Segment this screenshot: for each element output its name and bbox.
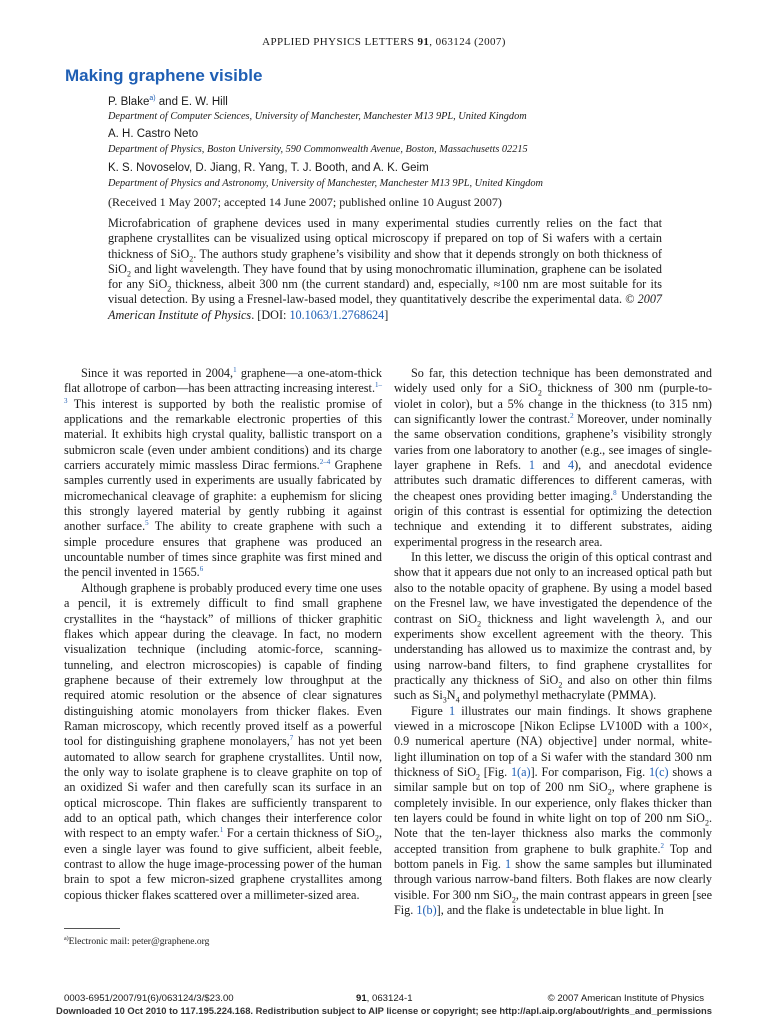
reference-link[interactable]: 1 [219,826,224,835]
affiliation-3: Department of Physics and Astronomy, University of Manchester, Manchester M13 9PL, United Kingdom [108,178,543,189]
paper-title: Making graphene visible [65,66,263,85]
affiliation-2: Department of Physics, Boston University, 590 Commonwealth Avenue, Boston, Massachusetts 02215 [108,144,528,155]
footer-page: 91, 063124-1 [356,993,413,1004]
download-notice[interactable]: Downloaded 10 Oct 2010 to 117.195.224.168. Redistribution subject to AIP license or copyright; see http://apl.aip.org/about/rights_and_permissions [56,1005,712,1016]
author-line-1: P. Blake$^{a)}$ and E. W. Hill [108,95,228,108]
paragraph: Figure 1 illustrates our main findings. It shows graphene viewed in a microscope [Nikon Eclipse LV100D with a 100×, 0.9 numerical aperture (NA) objective] under normal, white-light illumination on top of a Si wafer with the standard 300 nm thickness of SiO$_2$ [Fig. 1(a)]. For comparison, Fig. 1(c) shows a similar sample but on top of 200 nm SiO$_2$, where graphene is completely invisible. In our experience, only flakes thicker than ten layers could be found in white light on top of 200 nm SiO$_2$. Note that the ten-layer thickness also marks the commonly accepted transition from graphene to bulk graphite.$^2$ Top and bottom panels in Fig. 1 show the same samples but illuminated through various narrow-band filters. Both flakes are now clearly visible. For 300 nm SiO$_2$, the main contrast appears in green [see Fig. 1(b)], and the flake is undetectable in blue light. In [394,703,712,918]
footnote-divider [64,928,120,929]
reference-link[interactable]: 7 [289,734,294,743]
footer-issn: 0003-6951/2007/91(6)/063124/3/$23.00 [64,993,234,1004]
left-column [64,366,382,903]
reference-link[interactable]: 2 [570,411,574,420]
figure-link[interactable]: 1(a) [510,764,531,779]
figure-link[interactable]: 1 [505,857,512,871]
reference-link[interactable]: 8 [613,488,617,497]
reference-link[interactable]: 2 [660,841,665,850]
author-footnote-mark[interactable]: a) [149,95,156,102]
author-line-3: K. S. Novoselov, D. Jiang, R. Yang, T. J. Booth, and A. K. Geim [108,162,429,174]
figure-link[interactable]: 1(c) [648,764,669,779]
reference-link[interactable]: 6 [199,565,204,574]
figure-link[interactable]: 1 [449,703,456,718]
paragraph: In this letter, we discuss the origin of this optical contrast and show that it appears due not only to an increased optical path but also to the notable opacity of graphene. By using a model based on the Fresnel law, we have investigated the dependence of the contrast on SiO$_2$ thickness and light wavelength λ, and our experiments show excellent agreement with the theory. This understanding has allowed us to maximize the contrast and, by using narrow-band filters, to find graphene crystallites for practically any thickness of SiO$_2$ and also on other thin films such as $Si_3N_4$ and polymethyl methacrylate (PMMA). [394,550,713,705]
abstract: Microfabrication of graphene devices used in many experimental studies currently relies on the fact that graphene crystallites can be visualized using optical microscopy if prepared on top of Si wafers with a certain thickness of SiO$_2$. The authors study graphene’s visibility and show that it depends strongly on both thickness of SiO$_2$ and light wavelength. They have found that by using monochromatic illumination, graphene can be isolated for any SiO$_2$ thickness, albeit 300 nm (the current standard) and, especially, ≈100 nm are most suitable for its visual detection. By using a Fresnel-law-based model, they quantitatively describe the experimental data. © 2007 American Institute of Physics. [DOI: 10.1063/1.2768624] [108,216,662,322]
reference-link[interactable]: 1 [528,458,535,473]
author-line-2: A. H. Castro Neto [108,128,199,140]
paragraph: So far, this detection technique has been demonstrated and widely used only for a SiO$_2$ thickness of 300 nm (purple-to-violet in color), but a 5% change in the thickness (to 315 nm) can significantly lower the contrast.$^2$ Moreover, under nominally the same observation conditions, graphene’s visibility strongly varies from one laboratory to another (e.g., see images of single-layer graphene in Refs. 1 and 4), and anecdotal evidence attributes such dramatic differences to different cameras, with the cheapest ones providing better imaging.$^8$ Understanding the origin of this contrast is essential for optimizing the detection technique and extending it to different substrates, aiding experimental progress in the research area. [394,366,713,549]
paragraph: Since it was reported in 2004,$^1$ graphene—a one-atom-thick flat allotrope of carbon—has been attracting increasing interest.$^{1-3}$ This interest is supported by both the realistic promise of applications and the remarkable electronic properties of this material. It exhibits high crystal quality, ballistic transport on a submicron scale (even under ambient conditions) and its charge carriers accurately mimic massless Dirac fermions.$^{2-4}$ Graphene samples currently used in experiments are usually fabricated by micromechanical cleavage of graphite: a euphemism for slicing this strongly layered material by gently rubbing it against another surface.$^5$ The ability to create graphene with such a simple procedure ensures that graphene was produced an uncountable number of times since graphite was first mined and the pencil invented in 1565.$^6$ [64,365,382,580]
reference-link[interactable]: 1–3 [64,381,382,405]
reference-link[interactable]: 2–4 [319,458,331,466]
publication-dates: (Received 1 May 2007; accepted 14 June 2007; published online 10 August 2007) [108,195,502,209]
footnote: $^{a)}$Electronic mail: peter@graphene.org [64,936,210,948]
footer-copyright: © 2007 American Institute of Physics [547,993,704,1004]
reference-link[interactable]: 1 [233,365,237,374]
paragraph: Although graphene is probably produced every time one uses a pencil, it is extremely difficult to find small graphene crystallites in the “haystack” of millions of thicker graphitic flakes which appear during the cleavage. In fact, no modern visualization technique (including atomic-force, scanning-tunneling, and electron microscopies) is capable of finding graphene because of their extremely low throughput at the required atomic resolution or the absence of clear signatures distinguishing atomic monolayers from thicker flakes. Even Raman microscopy, which recently proved itself as a powerful tool for distinguishing graphene monolayers,$^7$ has not yet been automated to allow search for graphene crystallites. Until now, the only way to isolate graphene is to cleave graphite on top of an oxidized Si wafer and then carefully scan its surface in an optical microscope. Thin flakes are sufficiently transparent to add to an optical path, which changes their interference color with respect to an empty wafer.$^1$ For a certain thickness of SiO$_2$, even a single layer was found to give sufficient, albeit feeble, contrast to allow the huge image-processing power of the human brain to spot a few micron-sized graphene crystallites among copious thicker flakes scattered over a millimeter-sized area. [64,580,383,902]
doi-link[interactable]: 10.1063/1.2768624 [289,307,385,322]
reference-link[interactable]: 4 [568,458,575,473]
affiliation-1: Department of Computer Sciences, University of Manchester, Manchester M13 9PL, United Kingdom [108,111,527,122]
reference-link[interactable]: 5 [145,519,149,528]
journal-header: APPLIED PHYSICS LETTERS 91, 063124 (2007) [262,36,506,48]
right-column [394,366,712,918]
figure-link[interactable]: 1(b) [416,903,437,918]
